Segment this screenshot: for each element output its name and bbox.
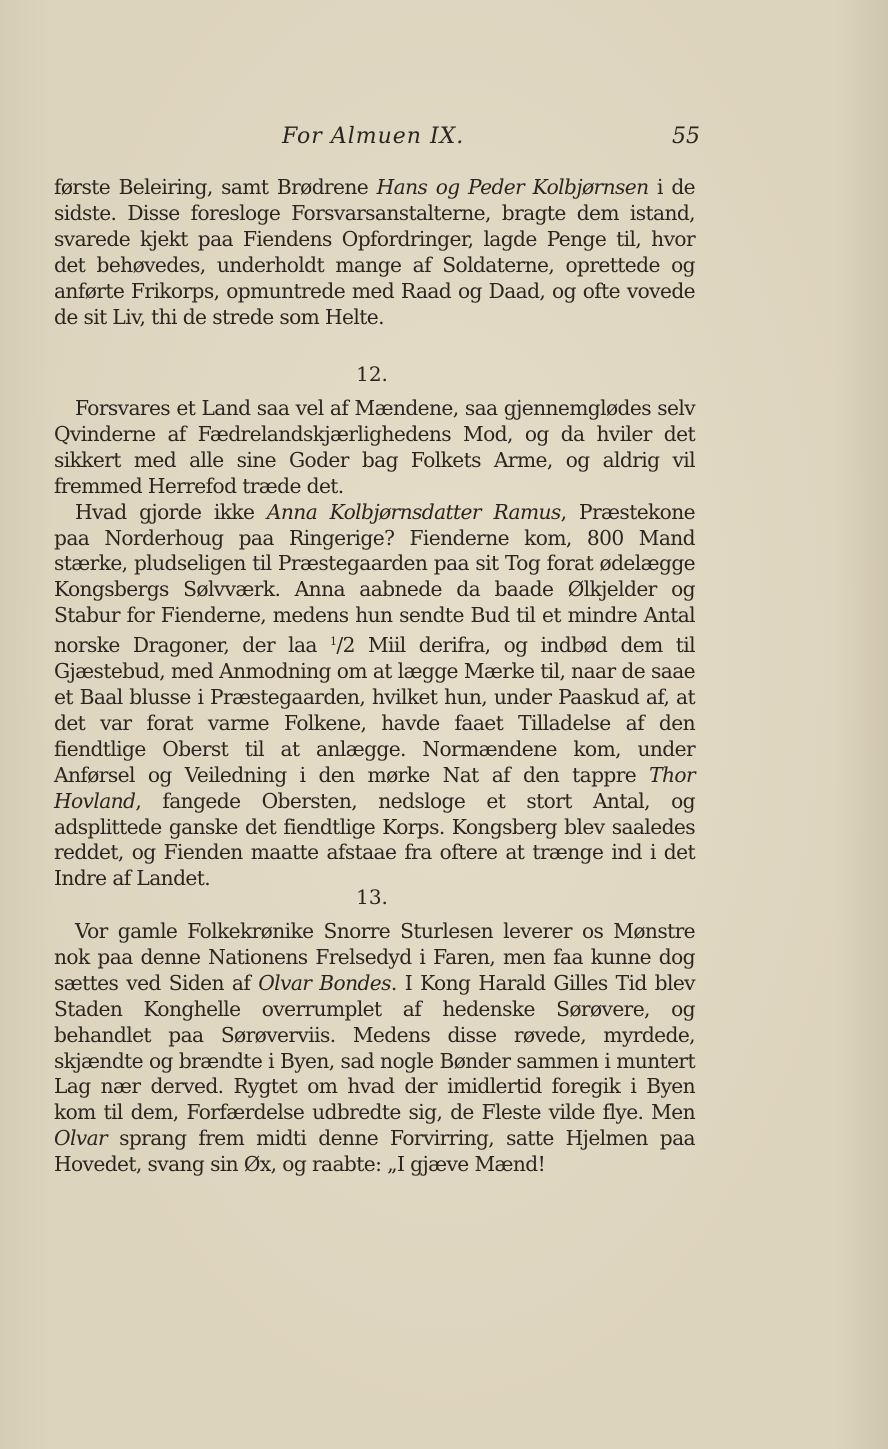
paragraph — [54, 500, 695, 893]
section-heading-13: 13. — [356, 885, 388, 909]
section-13-body — [54, 919, 695, 1178]
person-name: Hans og Peder Kolbjørnsen — [376, 175, 649, 199]
text-span: , Præstekone paa Norderhoug paa Ringerige? Fienderne kom, 800 Mand stærke, pludseligen til Præstegaarden paa sit Tog forat ødelægge Kongsbergs Sølvværk. Anna aabnede da baade Ølkjelder og Stabur for Fienderne, medens hun sendte Bud til et mindre Antal norske Dragoner, der laa — [54, 499, 695, 658]
text-span: i de sidste. Disse foresloge Forsvarsanstalterne, bragte dem istand, svarede kjekt paa Fiendens Opfordringer, lagde Penge til, hvor det behøvedes, underholdt mange af Soldaterne, oprettede og anførte Frikorps, opmuntrede med Raad og Daad, og ofte vovede de sit Liv, thi de strede som Helte. — [54, 175, 696, 329]
text-span: Hvad gjorde ikke — [75, 499, 267, 524]
person-name: Olvar Bondes — [258, 970, 391, 995]
fraction-denominator: /2 — [336, 633, 355, 658]
paragraph: Forsvares et Land saa vel af Mændene, saa gjennemglødes selv Qvinderne af Fædrelandskjærlighedens Mod, og da hviler det sikkert med alle sine Goder bag Folkets Arme, og aldrig vil fremmed Herrefod træde det. — [54, 396, 695, 498]
section-heading-12: 12. — [356, 362, 388, 386]
text-span: sprang frem midti denne Forvirring, satte Hjelmen paa Hovedet, svang sin Øx, og raabte: „I gjæve Mænd! — [54, 1126, 695, 1177]
running-head: For Almuen IX. — [282, 124, 465, 149]
text-span: første Beleiring, samt Brødrene — [54, 175, 377, 199]
person-name: Thor Hovland — [54, 762, 695, 813]
paragraph — [54, 919, 695, 1178]
page-number: 55 — [672, 124, 700, 149]
paragraph-continuation — [54, 175, 695, 330]
page-header — [0, 124, 888, 154]
fraction-numerator: 1 — [329, 635, 337, 649]
text-span: Vor gamle Folkekrønike Snorre Sturlesen leverer os Mønstre nok paa denne Nationens Frelsedyd i Faren, men faa kunne dog sættes ved Siden af — [54, 919, 695, 995]
section-12-body — [54, 396, 695, 892]
person-name: Anna Kolbjørnsdatter Ramus — [266, 499, 561, 524]
text-span: , fangede Obersten, nedsloge et stort Antal, og adsplittede ganske det fiendtlige Korps. Kongsberg blev saaledes reddet, og Fienden maatte afstaae fra oftere at trænge ind i det Indre af Landet. — [54, 788, 695, 891]
text-span: . I Kong Harald Gilles Tid blev Staden Konghelle overrumplet af hedenske Sørøvere, og behandlet paa Sørøverviis. Medens disse røvede, myrdede, skjændte og brændte i Byen, sad nogle Bønder sammen i muntert Lag nær derved. Rygtet om hvad der imidlertid foregik i Byen kom til dem, Forfærdelse udbredte sig, de Fleste vilde flye. Men — [54, 970, 695, 1125]
text-span: Miil derifra, og indbød dem til Gjæstebud, med Anmodning om at lægge Mærke til, naar de saae et Baal blusse i Præstegaarden, hvilket hun, under Paaskud af, at det var forat varme Folkene, havde faaet Tilladelse af den fiendtlige Oberst til at anlægge. Normændene kom, under Anførsel og Veiledning i den mørke Nat af den tappre — [54, 633, 695, 787]
person-name: Olvar — [54, 1126, 108, 1151]
